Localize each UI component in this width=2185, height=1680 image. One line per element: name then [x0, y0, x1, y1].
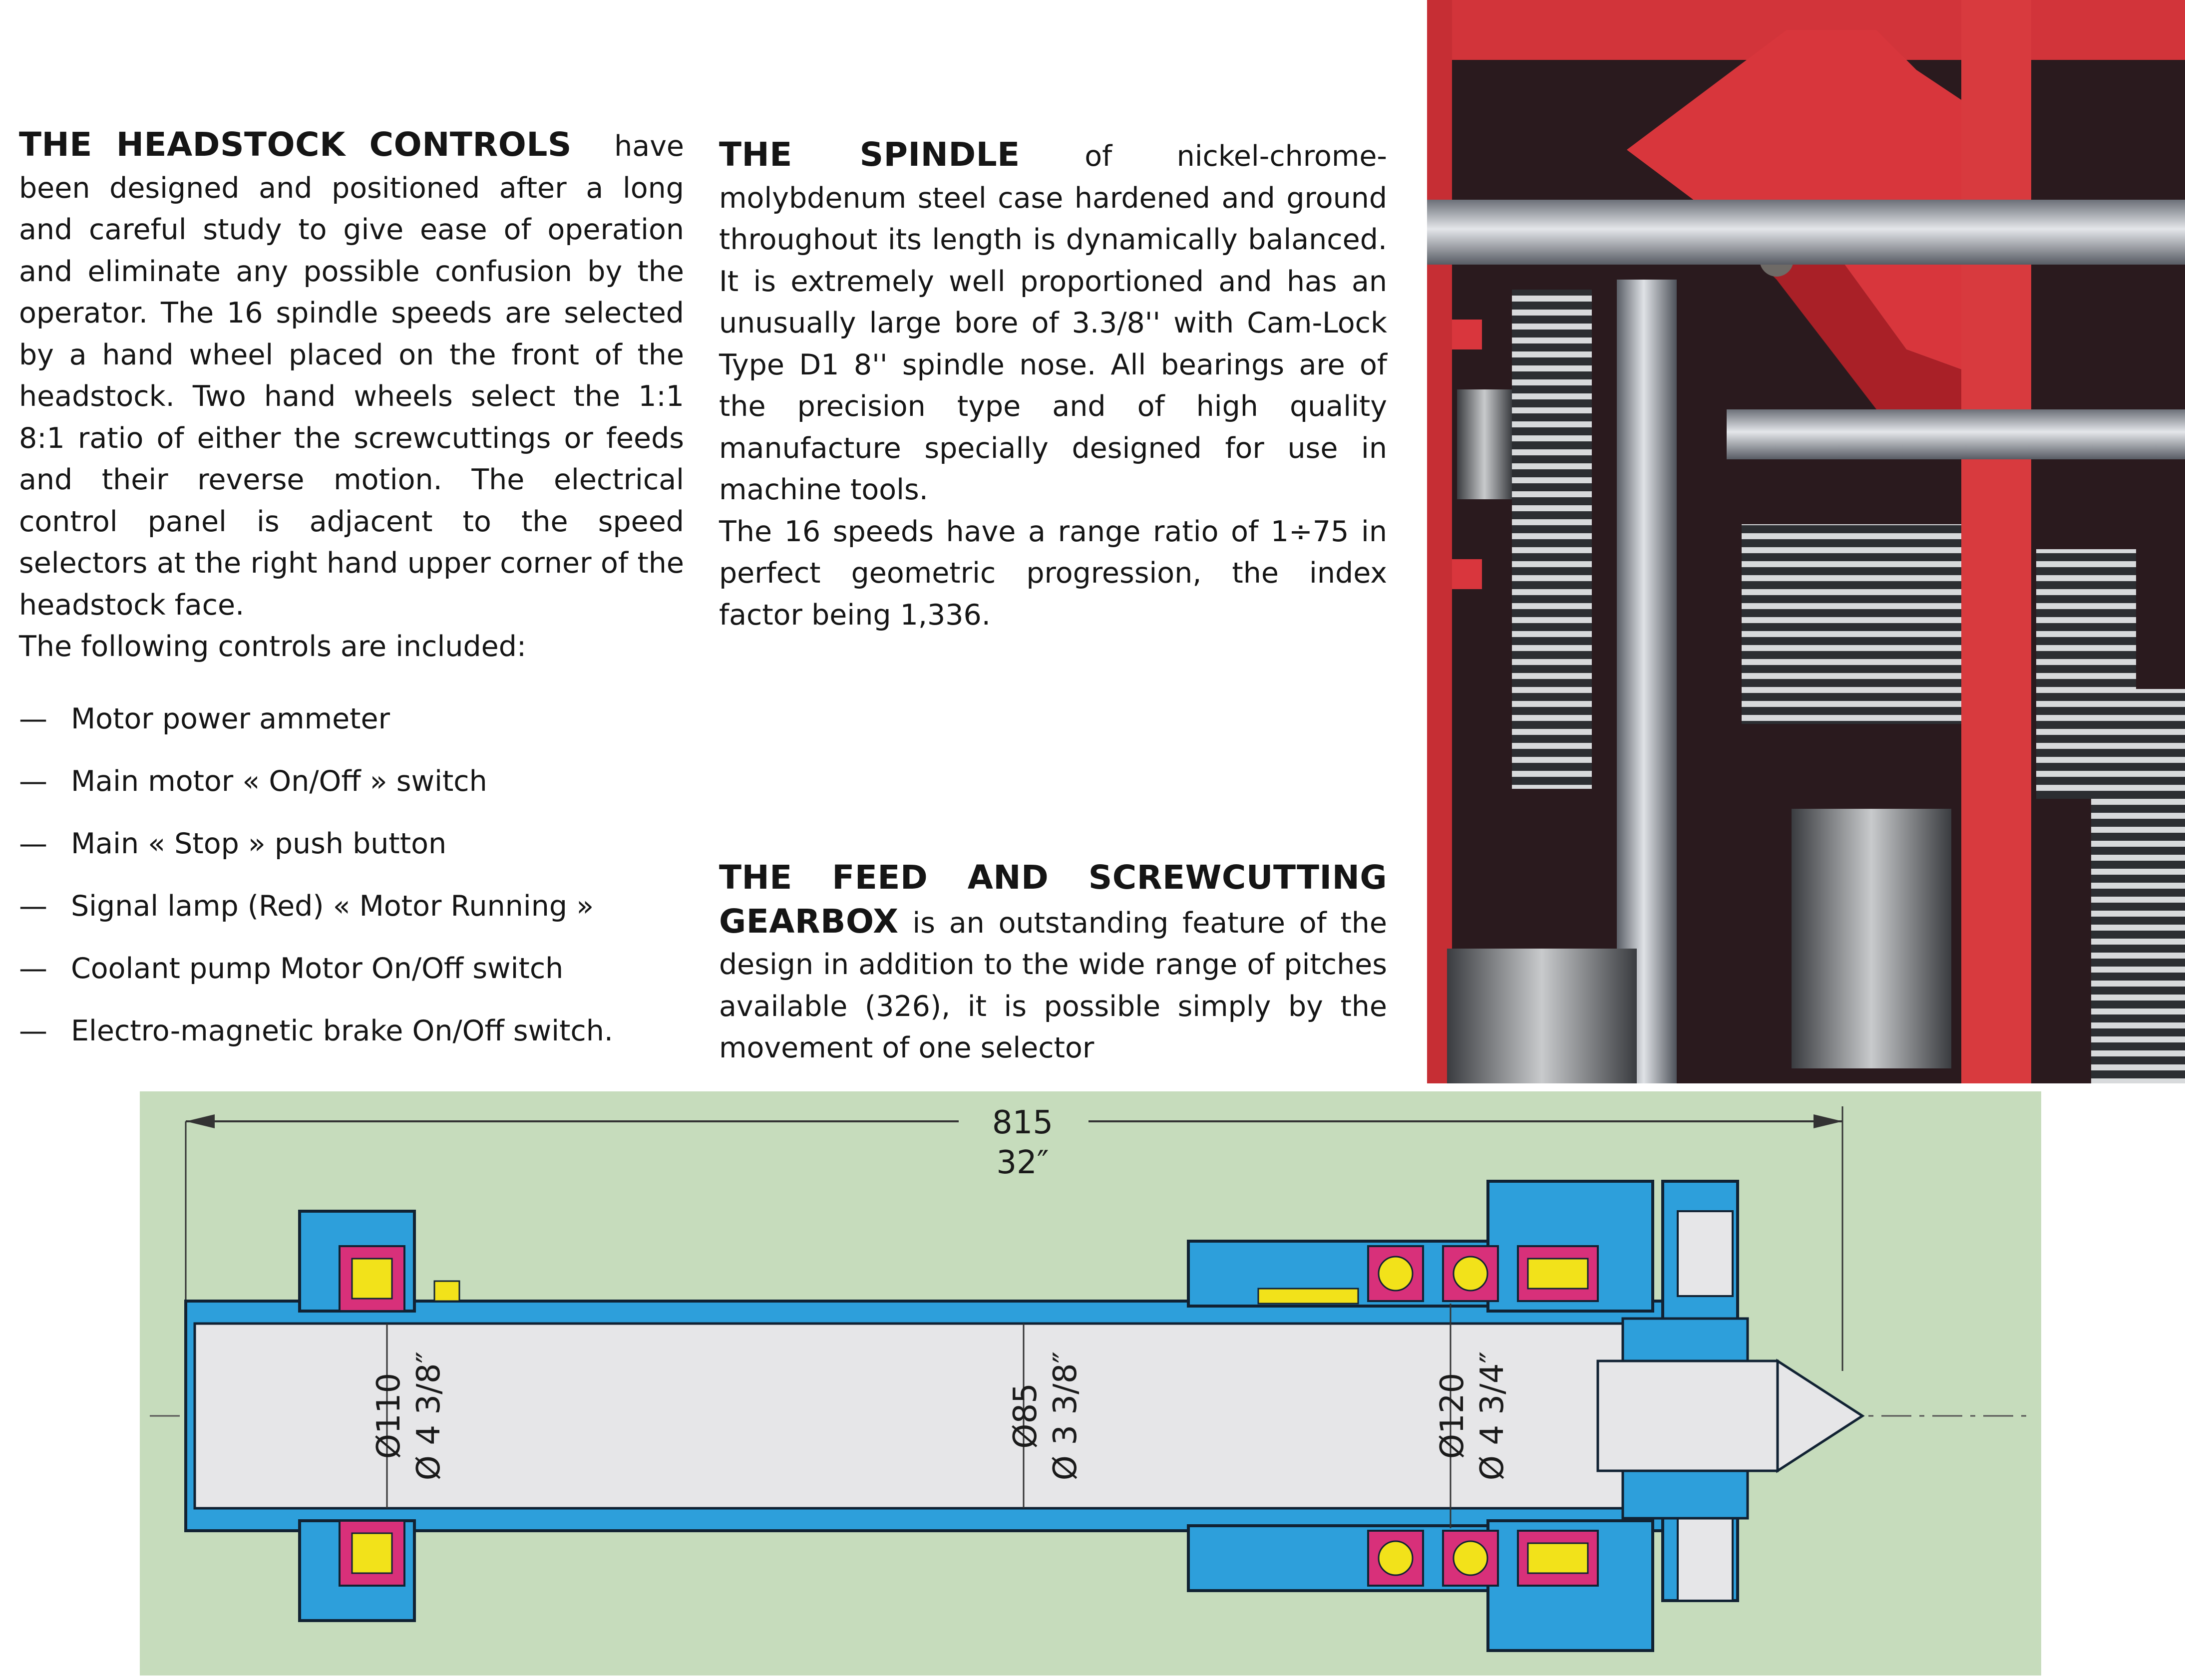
gear-center: [1742, 524, 1961, 724]
front-bearing-set-top: [1368, 1246, 1598, 1301]
headstock-interior-photo: [1427, 0, 2185, 1083]
horizontal-rod: [1427, 200, 2185, 265]
spindle-section: [719, 134, 1387, 636]
front-bearing-set-bottom: [1368, 1531, 1598, 1586]
controls-list-item: [19, 813, 684, 875]
dia-left-inch-label: Ø 4 3/8″: [410, 1351, 447, 1481]
gearbox-heading: THE FEED AND SCREWCUTTING GEARBOX: [719, 858, 1387, 941]
dia-right-mm-label: Ø120: [1434, 1372, 1471, 1459]
hub-left: [1457, 389, 1512, 499]
dia-mid-inch-label: Ø 3 3/8″: [1047, 1351, 1084, 1481]
dash-marker: —: [19, 764, 47, 798]
hub-bottom: [1792, 809, 1951, 1068]
length-inch-label: 32″: [996, 1144, 1049, 1181]
dash-marker: —: [19, 1014, 47, 1047]
gearbox-section: [719, 857, 1387, 1069]
photo-illustration: [1427, 0, 2185, 1083]
dash-marker: —: [19, 889, 47, 923]
red-stud-2: [1452, 559, 1482, 589]
nose-key-top: [1678, 1211, 1733, 1296]
dash-marker: —: [19, 702, 47, 735]
control-label: Coolant pump Motor On/Off switch: [71, 952, 564, 985]
gearbox-body: is an outstanding feature of the design in addition to the wide range of pitches available (326), it is possible simply by the movement of one selector: [719, 906, 1387, 1064]
spindle-paragraph: [719, 134, 1387, 511]
dia-left-mm-label: Ø110: [370, 1372, 407, 1459]
hub-bottom-left: [1447, 949, 1637, 1083]
drawing-svg: [140, 1091, 2041, 1676]
red-frame-upright: [1961, 0, 2031, 1083]
headstock-list-intro: The following controls are included:: [19, 630, 527, 663]
controls-list: [19, 688, 684, 1062]
headstock-heading: THE HEADSTOCK CONTROLS: [19, 125, 572, 164]
control-label: Electro-magnetic brake On/Off switch.: [71, 1014, 614, 1047]
gear-right-lower: [2091, 689, 2185, 1083]
length-mm-label: 815: [992, 1104, 1054, 1141]
dia-mid-mm-label: Ø85: [1007, 1383, 1044, 1449]
rear-roller-top: [352, 1259, 392, 1299]
control-label: Signal lamp (Red) « Motor Running »: [71, 889, 594, 923]
gear-stack-left: [1512, 290, 1592, 789]
controls-list-item: [19, 1000, 684, 1062]
spindle-heading: THE SPINDLE: [719, 135, 1020, 174]
controls-list-item: [19, 938, 684, 1000]
control-label: Motor power ammeter: [71, 702, 390, 735]
controls-list-item: [19, 688, 684, 750]
rear-key: [434, 1281, 459, 1301]
red-stud-1: [1452, 320, 1482, 349]
headstock-section: [19, 124, 684, 1062]
centre-shank: [1598, 1361, 1778, 1471]
controls-list-item: [19, 875, 684, 938]
red-frame-left: [1427, 0, 1452, 1083]
dash-marker: —: [19, 827, 47, 860]
controls-list-item: [19, 750, 684, 813]
rear-roller-bottom: [352, 1533, 392, 1573]
nose-key-bottom: [1678, 1516, 1733, 1601]
gearbox-paragraph: [719, 857, 1387, 1069]
spindle-section-drawing: [140, 1091, 2041, 1676]
spindle-paragraph-2: The 16 speeds have a range ratio of 1÷75 in perfect geometric progression, the index factor being 1,336.: [719, 515, 1387, 632]
dia-right-inch-label: Ø 4 3/4″: [1474, 1351, 1511, 1481]
shaft-middle: [1727, 409, 2185, 459]
spindle-body: of nickel-chrome-molybdenum steel case hardened and ground throughout its length is dynamically balanced. It is extremely well proportioned and has an unusually large bore of 3.3/8'' with Cam-Lock Type D1 8'' spindle nose. All bearings are of the precision type and of high quality manufacture specially designed for use in machine tools.: [719, 140, 1388, 506]
control-label: Main « Stop » push button: [71, 827, 447, 860]
control-label: Main motor « On/Off » switch: [71, 764, 487, 798]
dash-marker: —: [19, 952, 47, 985]
headstock-paragraph: [19, 124, 684, 626]
front-key: [1258, 1289, 1358, 1304]
headstock-body: have been designed and positioned after a long and careful study to give ease of operation and eliminate any possible confusion by the operator. The 16 spindle speeds are selected by a hand wheel placed on the front of the headstock. Two hand wheels select the 1:1 8:1 ratio of either the screwcuttings or feeds and their reverse motion. The electrical control panel is adjacent to the speed selectors at the right hand upper corner of the headstock face.: [19, 130, 684, 622]
